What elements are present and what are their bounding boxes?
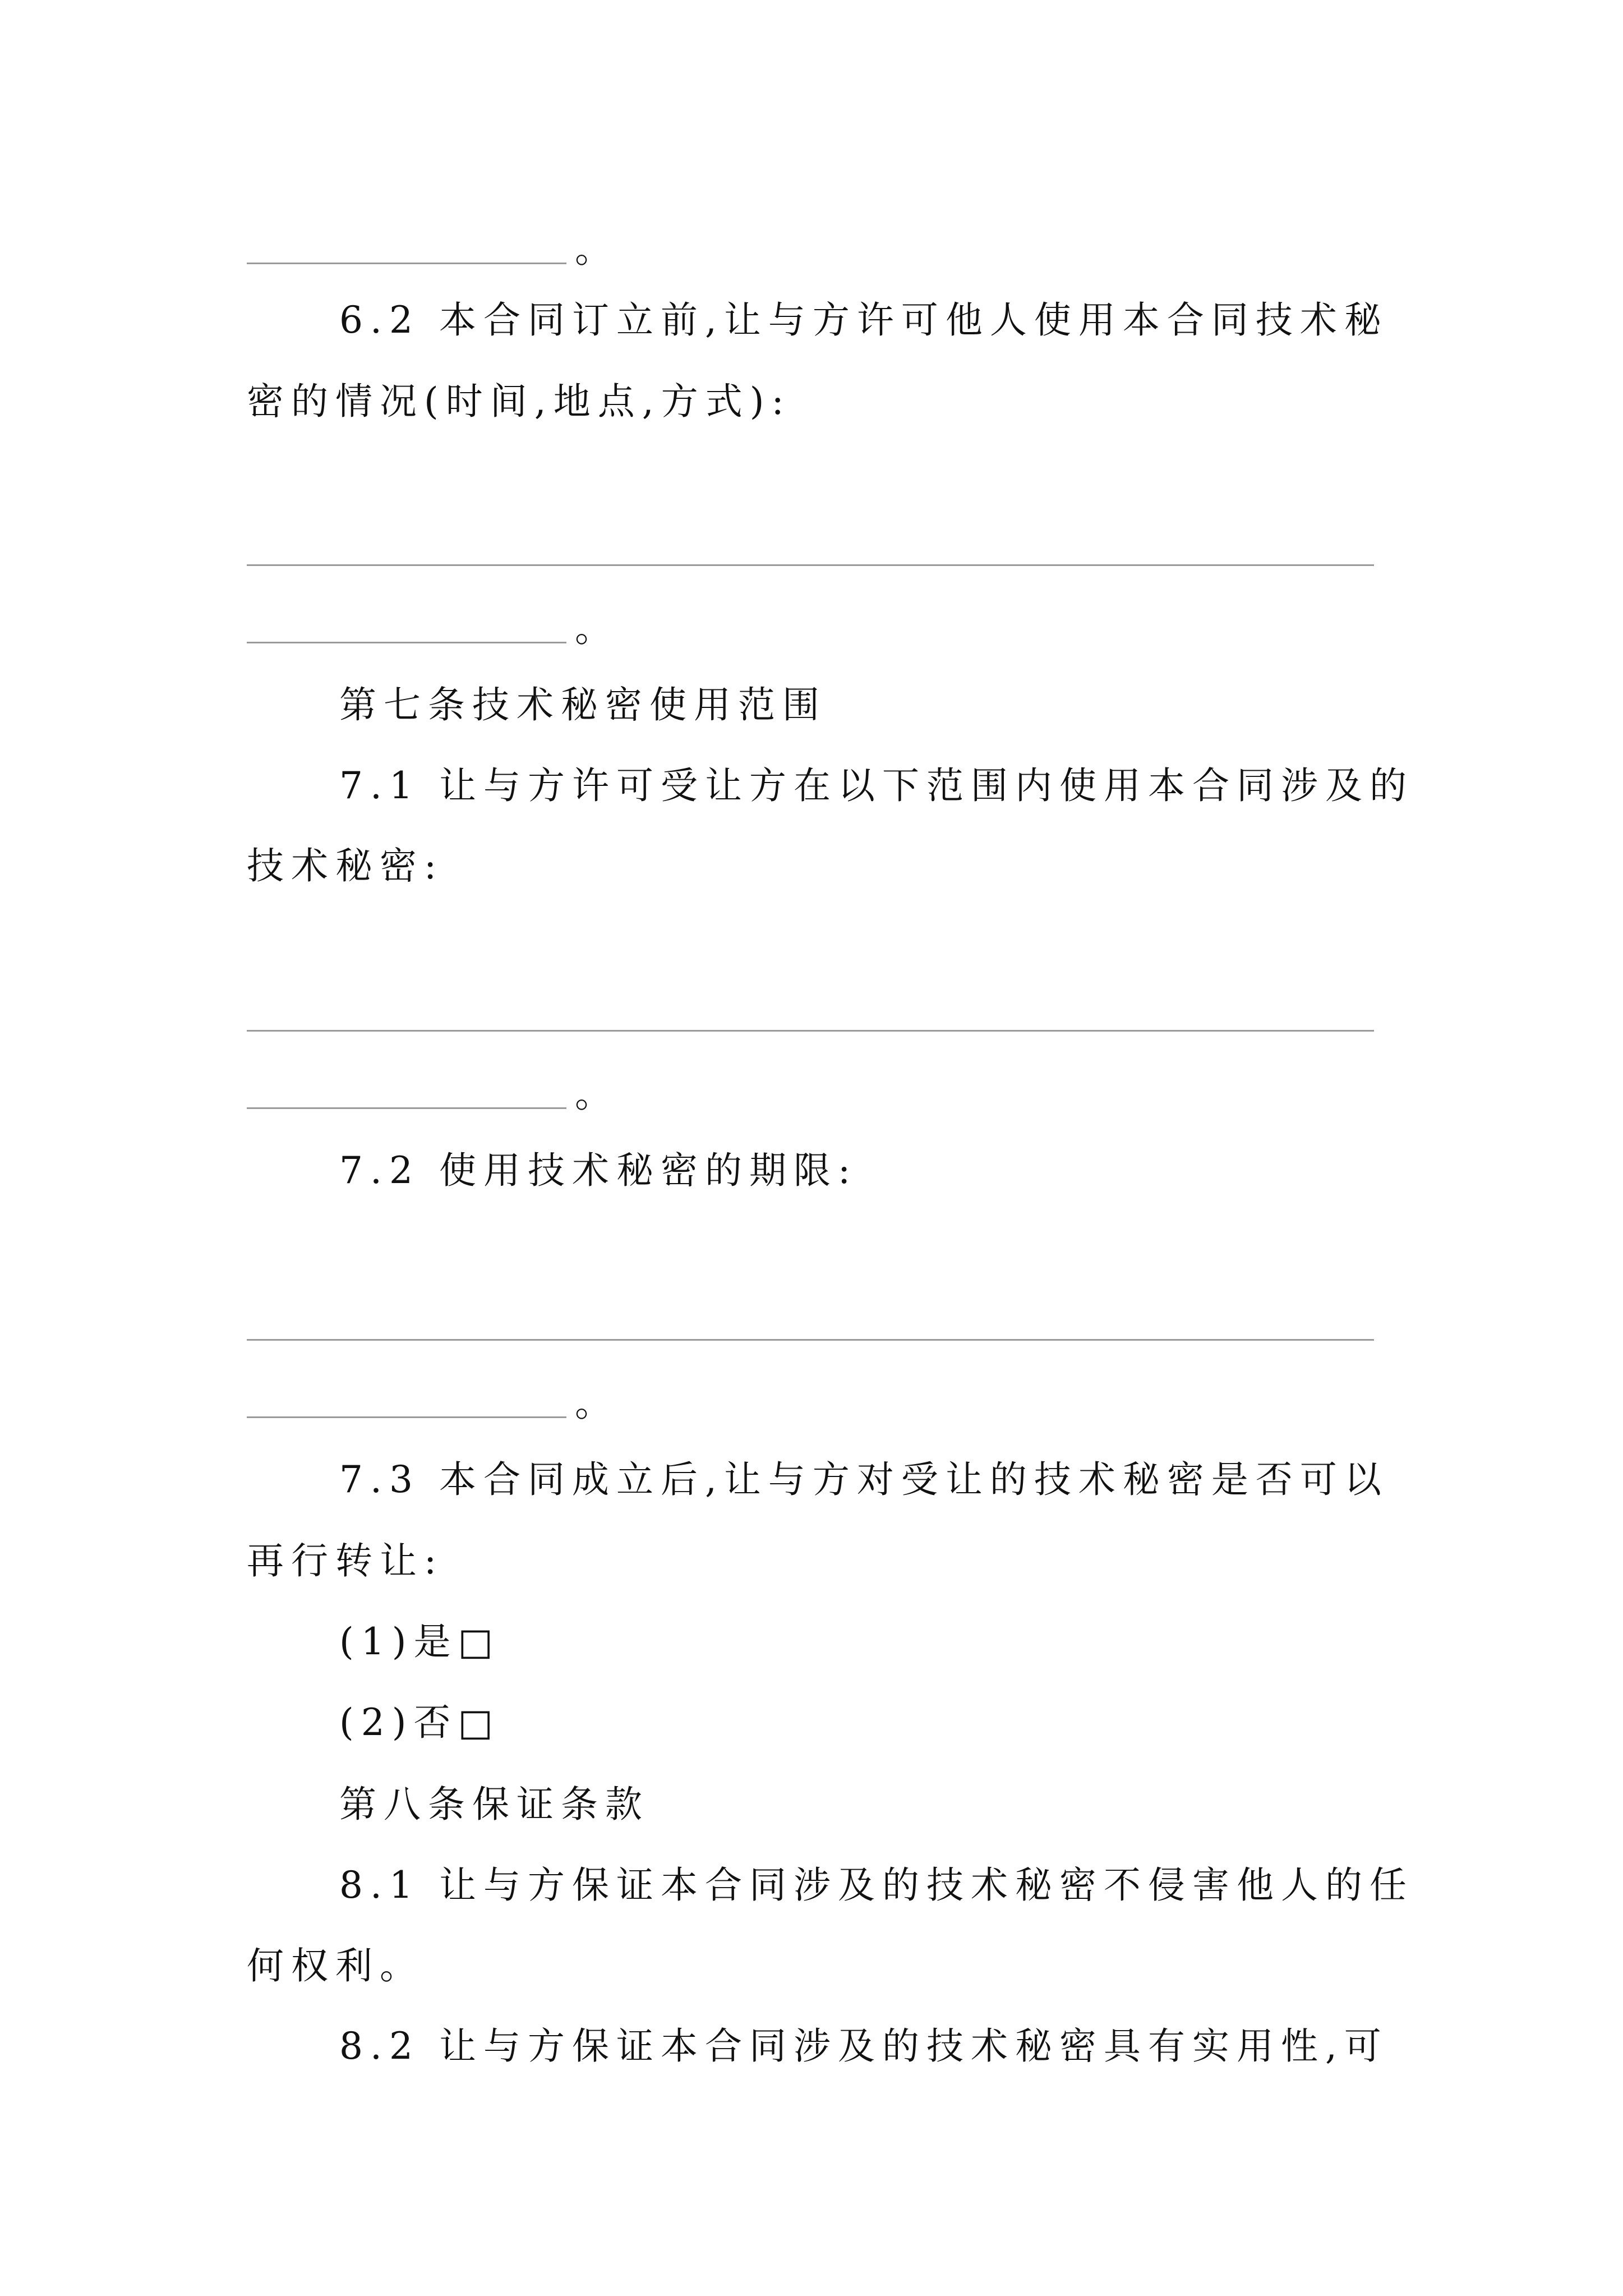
paragraph-7-2: 7.2 使用技术秘密的期限: <box>339 1149 858 1192</box>
paragraph-8-1-line-2: 何权利。 <box>247 1944 424 1987</box>
option-no: (2)否□ <box>339 1701 500 1744</box>
paragraph-6-2-line-2: 密的情况(时间,地点,方式): <box>247 380 791 423</box>
paragraph-7-3-line-2: 再行转让: <box>247 1539 444 1582</box>
paragraph-6-2-line-1: 6.2 本合同订立前,让与方许可他人使用本合同技术秘 <box>339 298 1389 342</box>
blank-line <box>247 1339 1374 1341</box>
paragraph-7-1-line-1: 7.1 让与方许可受让方在以下范围内使用本合同涉及的 <box>339 764 1414 807</box>
paragraph-7-3-line-1: 7.3 本合同成立后,让与方对受让的技术秘密是否可以 <box>339 1458 1389 1501</box>
paragraph-8-2-line-1: 8.2 让与方保证本合同涉及的技术秘密具有实用性,可 <box>339 2024 1389 2068</box>
period-mark: 。 <box>575 228 612 271</box>
blank-line <box>247 263 566 264</box>
blank-line <box>247 1030 1374 1032</box>
paragraph-8-1-line-1: 8.1 让与方保证本合同涉及的技术秘密不侵害他人的任 <box>339 1864 1414 1907</box>
article-7-title: 第七条技术秘密使用范围 <box>339 683 827 726</box>
article-8-title: 第八条保证条款 <box>339 1783 649 1826</box>
option-yes: (1)是□ <box>339 1620 500 1663</box>
blank-line <box>247 564 1374 566</box>
period-mark: 。 <box>575 1382 612 1425</box>
blank-line <box>247 642 566 643</box>
paragraph-7-1-line-2: 技术秘密: <box>247 844 444 887</box>
blank-line <box>247 1416 566 1418</box>
period-mark: 。 <box>575 607 612 650</box>
period-mark: 。 <box>575 1073 612 1116</box>
blank-line <box>247 1107 566 1109</box>
